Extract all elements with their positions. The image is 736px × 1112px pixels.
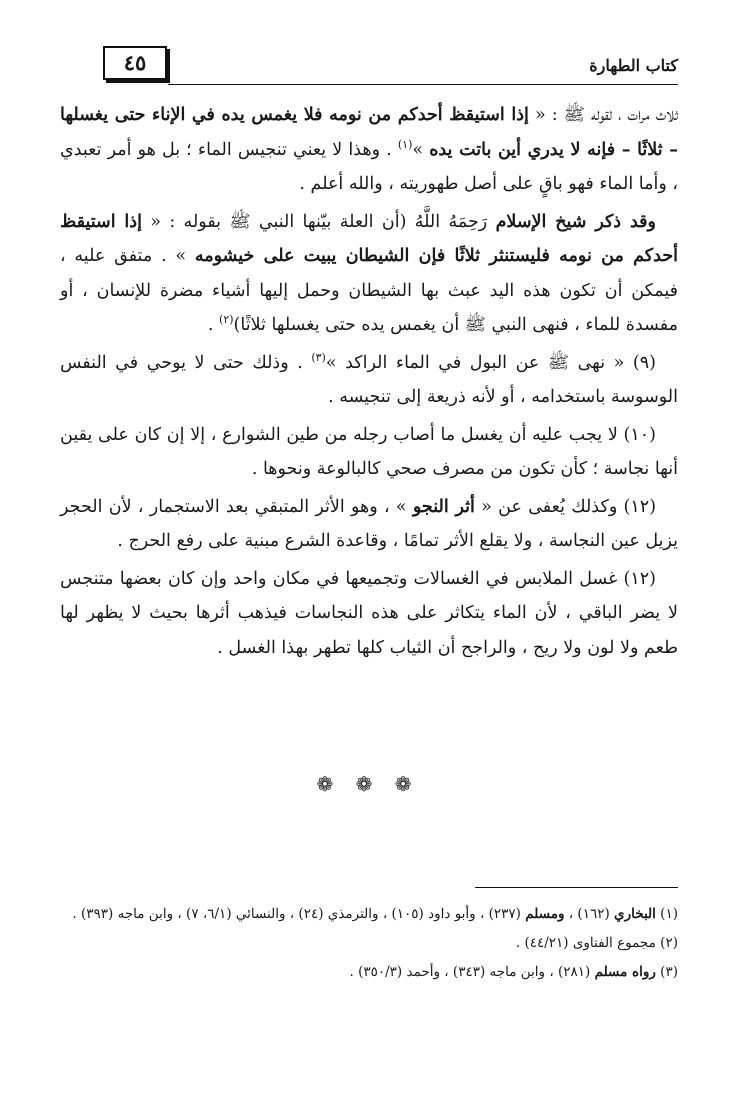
text: » . متفق عليه ، فيمكن أن تكون هذه اليد عبث بها الشيطان وحمل إليها أشياء مضرة للإنسان ، أو مفسدة للماء ، فنهى النبي ﷺ أن يغمس يده حتى يغسلها ثلاثًا) — [60, 246, 678, 335]
footnote-ref[interactable]: (٢) — [219, 313, 234, 327]
paragraph-3 — [60, 346, 678, 415]
term: أثر النجو — [412, 496, 475, 517]
text: (١٦٢) ، — [564, 906, 615, 922]
text: . وذلك حتى لا يوحي في النفس الوسوسة باستخدامه ، أو لأنه ذريعة إلى تنجيسه . — [60, 352, 678, 407]
text: ثلاث مرات ، لقوله ﷺ : « — [528, 105, 678, 125]
footnote-rule — [475, 887, 678, 888]
text: » ، وهو الأثر المتبقي بعد الاستجمار ، لأن الحجر يزيل عين النجاسة ، ولا يقلع الأثر تمامًا ، وقاعدة الشرع مبنية على رفع الحرج . — [60, 496, 678, 551]
footnote-number: (٢) — [655, 935, 678, 951]
body-text — [60, 98, 678, 668]
header-rule — [168, 84, 678, 85]
paragraph-4 — [60, 418, 678, 487]
footnote-1 — [60, 902, 678, 927]
footnote-number: (٣) — [655, 964, 678, 980]
text: (١٠) لا يجب عليه أن يغسل ما أصاب رجله من طين الشوارع ، إلا إن كان على يقين أنها نجاسة ؛ كأن تكون من مصرف صحي كالبالوعة ونحوها . — [60, 424, 678, 479]
page-number: ٤٥ — [103, 46, 167, 80]
paragraph-2 — [60, 205, 678, 343]
footnote-3 — [60, 960, 678, 985]
text: (١٢) وكذلك يُعفى عن « — [474, 496, 657, 517]
text: . — [207, 315, 220, 335]
source: رواه مسلم — [594, 964, 656, 980]
book-title: كتاب الطهارة — [589, 56, 678, 75]
footnote-ref[interactable]: (٣) — [311, 350, 326, 364]
section-ornament: ❁ ❁ ❁ — [316, 772, 420, 796]
footnote-number: (١) — [655, 906, 678, 922]
source: البخاري — [614, 906, 656, 922]
text: . وهذا لا يعني تنجيس الماء ؛ بل هو أمر تعبدي ، وأما الماء فهو باقٍ على أصل طهوريته ، والله أعلم . — [60, 139, 678, 194]
text: (٢٣٧) ، وأبو داود (١٠٥) ، والترمذي (٢٤) ، والنسائي (٦/١، ٧) ، وابن ماجه (٣٩٣) . — [72, 906, 526, 922]
paragraph-5 — [60, 490, 678, 559]
paragraph-1 — [60, 98, 678, 202]
hadith-quote: إذا استيقظ أحدكم من نومه فليستنثر ثلاثًا فإن الشيطان يبيت على خيشومه — [60, 211, 678, 266]
text: مجموع الفتاوى (٤٤/٢١) . — [515, 935, 656, 951]
emphasis: وقد ذكر شيخ الإسلام — [495, 211, 656, 232]
footnotes — [60, 902, 678, 989]
page-header — [95, 44, 678, 88]
text: (٩) « نهى ﷺ عن البول في الماء الراكد » — [325, 352, 656, 373]
hadith-quote: إذا استيقظ أحدكم من نومه فلا يغمس يده في الإناء حتى يغسلها – ثلاثًا – فإنه لا يدري أين باتت يده — [60, 105, 678, 160]
source: ومسلم — [525, 906, 565, 922]
paragraph-6 — [60, 562, 678, 666]
footnote-2 — [60, 931, 678, 956]
text: رَحِمَهُ اللَّهُ (أن العلة بيّنها النبي ﷺ بقوله : « — [141, 211, 496, 232]
text: (١٢) غسل الملابس في الغسالات وتجميعها في مكان واحد وإن كان بعضها متنجس لا يضر الباقي ، لأن الماء يتكاثر على هذه النجاسات فيذهب أثرها بحيث لا يظهر لها طعم ولا لون ولا ريح ، والراجح أن الثياب كلها تطهر بهذا الغسل . — [60, 568, 678, 658]
text: » — [412, 139, 430, 160]
text: (٢٨١) ، وابن ماجه (٣٤٣) ، وأحمد (٣٥٠/٣) . — [349, 964, 595, 980]
footnote-ref[interactable]: (١) — [397, 137, 413, 151]
